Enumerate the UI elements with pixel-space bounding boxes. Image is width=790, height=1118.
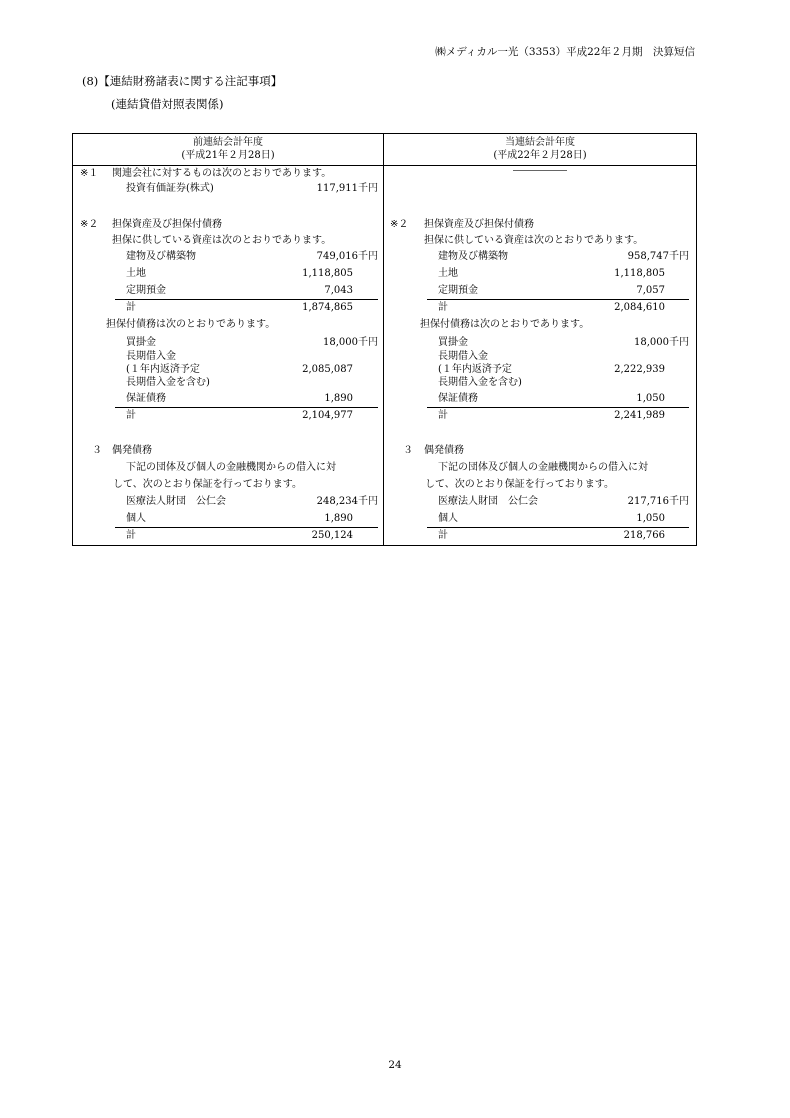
prev-assets-total-label: 計: [126, 302, 136, 313]
curr-debt-loan-label: 長期借入金を含む): [438, 377, 522, 388]
prev-debt-loan-label: (１年内返済予定: [126, 364, 200, 375]
curr-note3-mark: ３: [403, 445, 413, 456]
prev-guarantee-total-rule: [115, 527, 378, 528]
curr-guarantee-total-rule: [427, 527, 689, 528]
prev-debt-guarantee-label: 保証債務: [126, 393, 166, 404]
prev-asset-label: 建物及び構築物: [126, 251, 196, 262]
prev-debts-total-rule: [115, 407, 378, 408]
prev-asset-value: 749,016千円: [316, 251, 378, 262]
curr-debt-loan-value: 2,222,939: [614, 364, 665, 375]
curr-debt-payable-value: 18,000千円: [634, 337, 689, 348]
prev-assets-total-rule: [115, 299, 378, 300]
curr-asset-value: 7,057: [636, 285, 665, 296]
curr-note3-text: して、次のとおり保証を行っております。: [425, 479, 614, 490]
prev-debts-total-value: 2,104,977: [302, 410, 353, 421]
header-divider: [72, 165, 697, 166]
prev-debt-loan-label: 長期借入金を含む): [126, 377, 210, 388]
curr-guarantee-label: 個人: [438, 513, 458, 524]
curr-asset-label: 土地: [438, 268, 458, 279]
prev-asset-value: 1,118,805: [302, 268, 353, 279]
prev-column-date: (平成21年２月28日): [181, 150, 275, 161]
curr-note1-dash: ――――――: [513, 166, 567, 176]
curr-note2-mark: ※２: [390, 219, 409, 230]
curr-column-date: (平成22年２月28日): [493, 150, 587, 161]
prev-guarantee-value: 248,234千円: [316, 496, 378, 507]
curr-guarantee-label: 医療法人財団 公仁会: [438, 496, 538, 507]
prev-debts-intro: 担保付債務は次のとおりであります。: [106, 319, 276, 330]
prev-note1-item-value: 117,911千円: [316, 183, 378, 194]
curr-guarantee-total-value: 218,766: [623, 530, 665, 541]
curr-asset-label: 定期預金: [438, 285, 478, 296]
curr-debts-total-rule: [427, 407, 689, 408]
prev-debt-guarantee-value: 1,890: [324, 393, 353, 404]
prev-guarantee-value: 1,890: [324, 513, 353, 524]
curr-asset-value: 1,118,805: [614, 268, 665, 279]
curr-debt-loan-label: 長期借入金: [438, 351, 488, 362]
prev-note2-mark: ※２: [80, 219, 99, 230]
page-number: 24: [388, 1059, 402, 1071]
prev-note1-mark: ※１: [80, 168, 99, 179]
curr-note3-text: 下記の団体及び個人の金融機関からの借入に対: [438, 462, 648, 473]
prev-debts-total-label: 計: [126, 410, 136, 421]
prev-guarantee-label: 個人: [126, 513, 146, 524]
curr-note2-title: 担保資産及び担保付債務: [424, 219, 534, 230]
prev-asset-label: 土地: [126, 268, 146, 279]
prev-guarantee-total-label: 計: [126, 530, 136, 541]
section-title: (8)【連結財務諸表に関する注記事項】: [82, 74, 283, 88]
prev-note1-item-label: 投資有価証券(株式): [126, 183, 214, 194]
prev-column-title: 前連結会計年度: [193, 137, 263, 148]
prev-guarantee-total-value: 250,124: [311, 530, 353, 541]
curr-guarantee-total-label: 計: [438, 530, 448, 541]
curr-debts-total-label: 計: [438, 410, 448, 421]
document-header: ㈱メディカル一光（3353）平成22年２月期 決算短信: [435, 46, 695, 58]
curr-assets-total-label: 計: [438, 302, 448, 313]
curr-debt-guarantee-value: 1,050: [636, 393, 665, 404]
column-divider: [383, 133, 384, 546]
curr-assets-intro: 担保に供している資産は次のとおりであります。: [424, 235, 644, 246]
curr-column-title: 当連結会計年度: [505, 137, 575, 148]
prev-debt-payable-value: 18,000千円: [323, 337, 378, 348]
prev-debt-payable-label: 買掛金: [126, 337, 156, 348]
curr-debt-guarantee-label: 保証債務: [438, 393, 478, 404]
prev-note3-mark: ３: [92, 445, 102, 456]
prev-asset-label: 定期預金: [126, 285, 166, 296]
curr-debt-loan-label: (１年内返済予定: [438, 364, 512, 375]
curr-assets-total-rule: [427, 299, 689, 300]
curr-asset-value: 958,747千円: [627, 251, 689, 262]
prev-debt-loan-value: 2,085,087: [302, 364, 353, 375]
prev-debt-loan-label: 長期借入金: [126, 351, 176, 362]
prev-note3-text: して、次のとおり保証を行っております。: [113, 479, 302, 490]
curr-debts-intro: 担保付債務は次のとおりであります。: [420, 319, 590, 330]
curr-asset-label: 建物及び構築物: [438, 251, 508, 262]
prev-assets-total-value: 1,874,865: [302, 302, 353, 313]
prev-note2-title: 担保資産及び担保付債務: [112, 219, 222, 230]
prev-note1-text: 関連会社に対するものは次のとおりであります。: [112, 168, 332, 179]
prev-note3-title: 偶発債務: [112, 445, 152, 456]
prev-note3-text: 下記の団体及び個人の金融機関からの借入に対: [126, 462, 336, 473]
curr-debt-payable-label: 買掛金: [438, 337, 468, 348]
curr-note3-title: 偶発債務: [424, 445, 464, 456]
prev-asset-value: 7,043: [324, 285, 353, 296]
prev-guarantee-label: 医療法人財団 公仁会: [126, 496, 226, 507]
curr-guarantee-value: 217,716千円: [627, 496, 689, 507]
curr-assets-total-value: 2,084,610: [614, 302, 665, 313]
section-subtitle: (連結貸借対照表関係): [111, 97, 224, 111]
curr-debts-total-value: 2,241,989: [614, 410, 665, 421]
prev-assets-intro: 担保に供している資産は次のとおりであります。: [112, 235, 332, 246]
curr-guarantee-value: 1,050: [636, 513, 665, 524]
